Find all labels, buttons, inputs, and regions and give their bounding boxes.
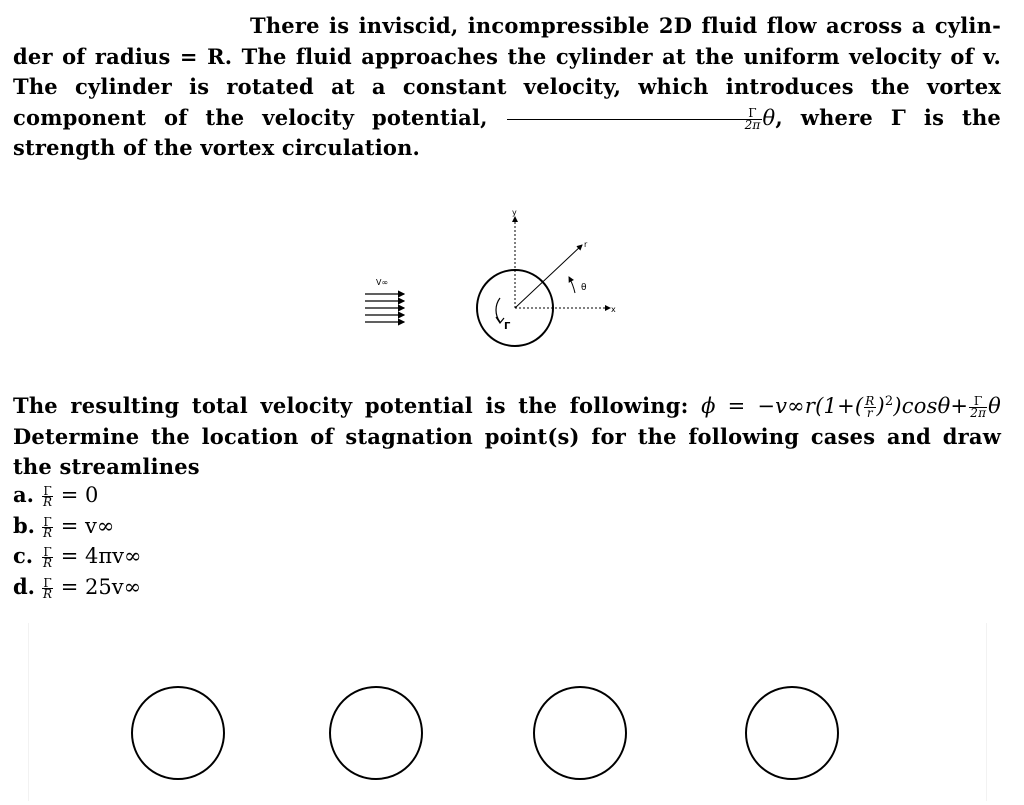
theta-label: θ <box>581 283 587 293</box>
phi-expression-c: )cosθ+ <box>893 394 969 418</box>
intro-text-a: There is inviscid, incompressible 2D fluid flow across a cylin-der of radius = R. The fluid approaches the cylinder at the uniform velocity of v. The cylinder is rotated at a constant velocity, which introduces the vortex component of the velocity potential, <box>13 13 1001 130</box>
cylinder-circle-a <box>132 687 224 779</box>
case-rhs: = 0 <box>60 483 99 507</box>
frac-denominator: R <box>43 586 53 601</box>
r-label: r <box>584 240 588 249</box>
cylinder-circle-b <box>330 687 422 779</box>
frac-denominator: R <box>43 525 53 540</box>
gamma-over-2pi-fraction <box>969 396 987 419</box>
theta-symbol: θ <box>762 105 776 130</box>
gamma-over-r-fraction <box>42 575 53 601</box>
frac-numerator: Γ <box>507 108 762 120</box>
case-label: b. <box>13 512 35 538</box>
drawing-area <box>28 623 987 801</box>
x-axis-label: x <box>611 305 616 314</box>
frac-numerator: Γ <box>969 396 987 408</box>
case-rhs: = v∞ <box>60 513 115 538</box>
gamma-over-r-fraction <box>42 547 53 568</box>
phi-expression-b: ) <box>876 394 885 418</box>
intro-text-b: , where Γ is the strength of the vortex circulation. <box>13 104 1001 160</box>
gamma-label: Γ <box>504 321 511 332</box>
gamma-over-2pi-fraction <box>507 105 762 132</box>
theta-symbol: θ <box>988 394 1001 418</box>
y-axis-label: y <box>512 208 517 217</box>
free-stream-arrows <box>365 294 404 322</box>
frac-denominator: R <box>43 556 53 570</box>
v-infinity-label: V∞ <box>376 278 389 287</box>
case-label: c. <box>13 543 34 568</box>
case-rhs: = 25v∞ <box>60 574 142 599</box>
problem-intro <box>13 11 1001 164</box>
case-item <box>13 480 142 511</box>
blank-cylinders <box>29 623 986 801</box>
frac-denominator: r <box>866 406 873 420</box>
rotation-arrowhead <box>496 317 504 323</box>
case-item <box>13 572 142 603</box>
case-rhs: = 4πv∞ <box>60 544 142 568</box>
phi-expression: ϕ = −v∞r(1+( <box>701 394 864 418</box>
case-list <box>13 480 142 602</box>
case-label: d. <box>13 573 35 599</box>
gamma-over-r-fraction <box>42 514 53 540</box>
frac-denominator: 2π <box>744 117 761 132</box>
case-item <box>13 511 142 542</box>
r-over-r-fraction <box>864 396 875 419</box>
frac-numerator: Γ <box>43 514 52 529</box>
frac-numerator: R <box>865 394 875 408</box>
result-paragraph <box>13 387 1001 483</box>
cylinder-diagram <box>360 205 630 355</box>
gamma-over-r-fraction <box>42 486 53 507</box>
r-vector <box>515 245 582 308</box>
case-label: a. <box>13 482 34 507</box>
cylinder-circle-c <box>534 687 626 779</box>
frac-denominator: 2π <box>970 406 987 420</box>
result-text-a: The resulting total velocity potential is the following: <box>13 393 702 418</box>
frac-numerator: Γ <box>43 545 52 559</box>
result-text-b: Determine the location of stagnation point(s) for the following cases and draw the streamlines <box>13 423 1001 479</box>
theta-arc <box>569 277 575 293</box>
square-exponent: 2 <box>884 394 894 409</box>
frac-denominator: R <box>43 495 53 509</box>
frac-numerator: Γ <box>43 575 52 590</box>
cylinder-circle-d <box>746 687 838 779</box>
case-item <box>13 541 142 572</box>
frac-numerator: Γ <box>43 484 52 498</box>
